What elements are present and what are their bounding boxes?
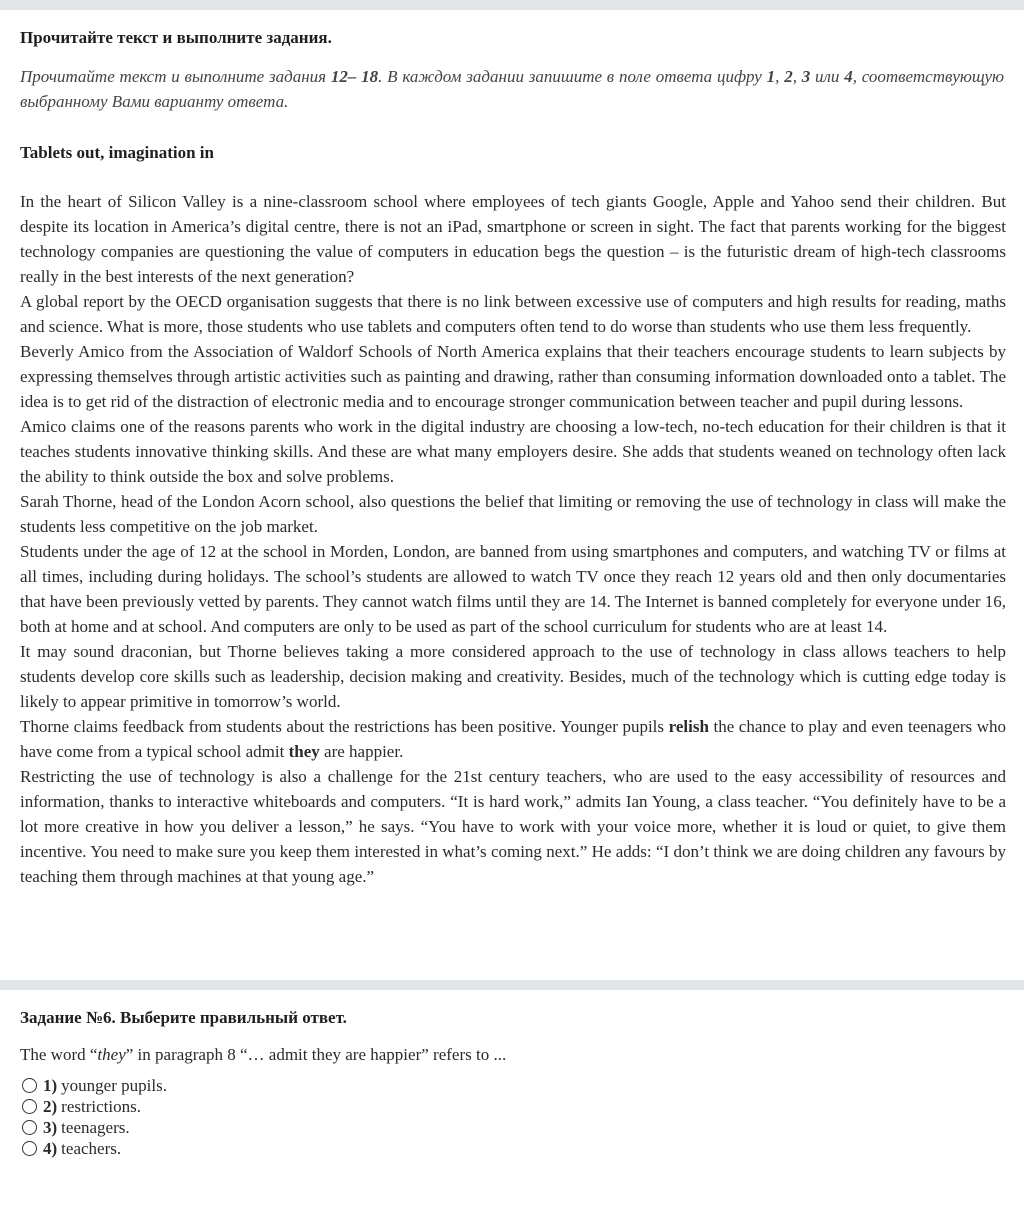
answer-option-2[interactable] [20, 1096, 167, 1117]
radio-button[interactable] [22, 1120, 37, 1135]
word-relish: relish [668, 717, 709, 736]
option-number: 4) [43, 1138, 58, 1158]
digit-4: 4 [844, 67, 853, 86]
p8-text: Thorne claims feedback from students about the restrictions has been positive. Younger pupils [20, 717, 669, 736]
task-range: 12– 18 [330, 67, 379, 86]
option-text: younger pupils. [61, 1075, 167, 1095]
option-number: 1) [43, 1075, 58, 1095]
instructions-or: или [810, 67, 845, 86]
question-prompt [20, 1042, 1000, 1067]
option-number: 2) [43, 1096, 58, 1116]
answer-options [20, 1075, 167, 1159]
digit-2: 2 [784, 67, 793, 86]
article-paragraph: Restricting the use of technology is also a challenge for the 21st century teachers, who are used to the easy accessibility of resources and information, thanks to interactive whiteboards and computers. “It is hard work,” admits Ian Young, a class teacher. “You definitely have to be a lot more creative in how you deliver a lesson,” he says. “You have to work with your voice more, whether it is loud or quiet, to give them incentive. You need to make sure you keep them interested in what’s coming next.” He adds: “I don’t think we are doing children any favours by teaching them through machines at that young age.” [20, 767, 1006, 886]
instructions-part2: . В каждом задании запишите в поле ответа цифру [378, 67, 767, 86]
radio-button[interactable] [22, 1141, 37, 1156]
word-they: they [288, 742, 320, 761]
separator: , [792, 67, 802, 86]
digit-3: 3 [801, 67, 811, 86]
top-divider [0, 0, 1024, 10]
article-paragraph: Sarah Thorne, head of the London Acorn school, also questions the belief that limiting or removing the use of technology in class will make the students less competitive on the job market. [20, 492, 1006, 536]
option-number: 3) [43, 1117, 58, 1137]
section-divider [0, 980, 1024, 990]
article-paragraph-8 [20, 714, 1006, 764]
separator: , [775, 67, 785, 86]
article-paragraph: It may sound draconian, but Thorne believes taking a more considered approach to the use of technology in class allows teachers to help students develop core skills such as leadership, decision making and creativity. Besides, much of the technology which is cutting edge today is likely to appear primitive in tomorrow’s world. [20, 642, 1006, 711]
article-title: Tablets out, imagination in [20, 143, 214, 162]
question-header: Задание №6. Выберите правильный ответ. [20, 1008, 347, 1027]
option-text: teachers. [61, 1138, 122, 1158]
instructions-text [20, 64, 1004, 114]
option-text: restrictions. [61, 1096, 141, 1116]
prompt-text: The word “ [20, 1045, 98, 1064]
article-paragraph: Students under the age of 12 at the school in Morden, London, are banned from using smartphones and computers, and watching TV or films at all times, including during holidays. The school’s students are allowed to watch TV once they reach 12 years old and then only documentaries that have been previously vetted by parents. They cannot watch films until they are 14. The Internet is banned completely for everyone under 16, both at home and at school. And computers are only to be used as part of the school curriculum for students who are at least 14. [20, 542, 1006, 636]
prompt-text: ” in paragraph 8 “… admit they are happier” refers to ... [125, 1045, 507, 1064]
article-paragraph: Amico claims one of the reasons parents who work in the digital industry are choosing a low-tech, no-tech education for their children is that it teaches students innovative thinking skills. And these are what many employers desire. She adds that students weaned on technology often lack the ability to think outside the box and solve problems. [20, 417, 1006, 486]
radio-button[interactable] [22, 1078, 37, 1093]
answer-option-4[interactable] [20, 1138, 167, 1159]
p8-text: the chance to play and even teenagers who have come from a typical school admit [20, 717, 1006, 761]
article-body [20, 189, 1006, 889]
instructions-part3: , соответствующую выбранному Вами варианту ответа. [20, 67, 1005, 111]
instructions-part1: Прочитайте текст и выполните задания [20, 67, 331, 86]
digit-1: 1 [766, 67, 776, 86]
option-text: teenagers. [61, 1117, 130, 1137]
radio-button[interactable] [22, 1099, 37, 1114]
answer-option-1[interactable] [20, 1075, 167, 1096]
prompt-word: they [97, 1045, 126, 1064]
article-paragraph: A global report by the OECD organisation suggests that there is no link between excessive use of computers and high results for reading, maths and science. What is more, those students who use tablets and computers often tend to do worse than students who use them less frequently. [20, 292, 1006, 336]
task-header: Прочитайте текст и выполните задания. [20, 28, 332, 47]
answer-option-3[interactable] [20, 1117, 167, 1138]
p8-text: are happier. [319, 742, 404, 761]
article-paragraph: In the heart of Silicon Valley is a nine-classroom school where employees of tech giants Google, Apple and Yahoo send their children. But despite its location in America’s digital centre, there is not an iPad, smartphone or screen in sight. The fact that parents working for the biggest technology companies are questioning the value of computers in education begs the question – is the futuristic dream of high-tech classrooms really in the best interests of the next generation? [20, 192, 1006, 286]
article-paragraph: Beverly Amico from the Association of Waldorf Schools of North America explains that their teachers encourage students to learn subjects by expressing themselves through artistic activities such as painting and drawing, rather than consuming information downloaded onto a tablet. The idea is to get rid of the distraction of electronic media and to encourage stronger communication between teacher and pupil during lessons. [20, 342, 1006, 411]
